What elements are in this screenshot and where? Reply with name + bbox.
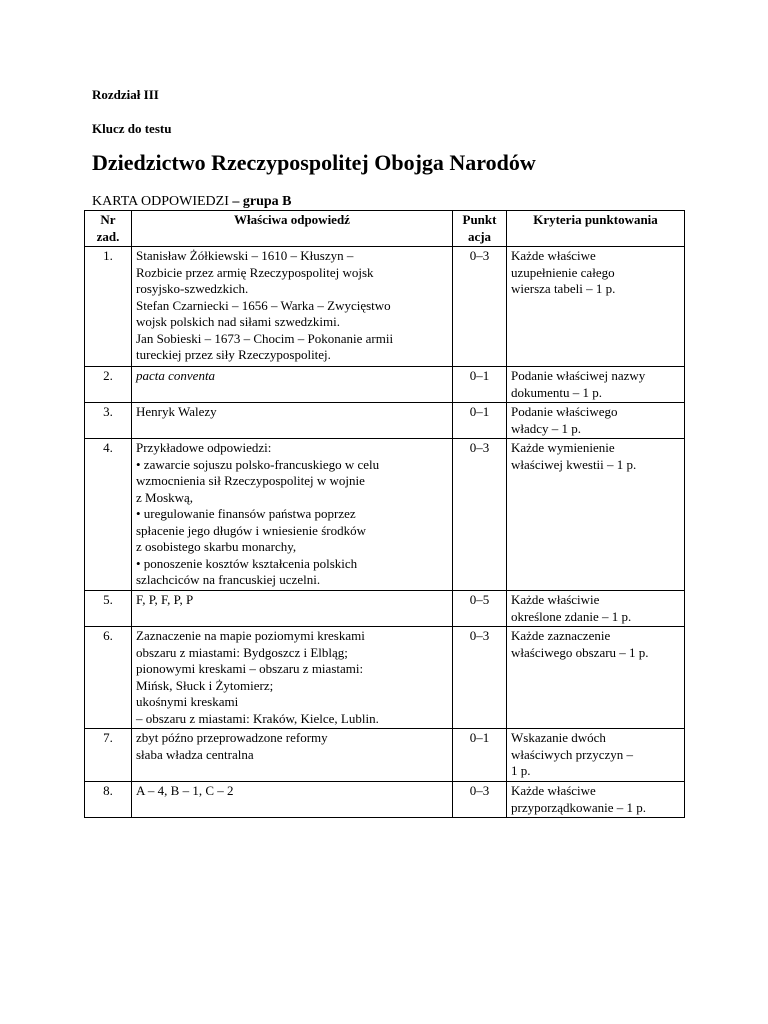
answer-line: • zawarcie sojuszu polsko-francuskiego w celu xyxy=(136,456,380,472)
column-header-points xyxy=(453,211,507,247)
points-range: 0–1 xyxy=(453,403,507,439)
answer-line: wzmocnienia sił Rzeczypospolitej w wojnie xyxy=(136,473,365,488)
answer-line: ukośnymi kreskami xyxy=(136,694,239,709)
answer-card-title xyxy=(92,194,291,210)
answer-line: Henryk Walezy xyxy=(136,404,217,419)
correct-answer xyxy=(132,247,453,367)
points-range: 0–3 xyxy=(453,627,507,729)
scoring-criteria xyxy=(507,782,685,818)
column-header-number-line2: zad. xyxy=(96,228,120,244)
correct-answer xyxy=(132,729,453,782)
answer-line: Przykładowe odpowiedzi: xyxy=(136,440,272,455)
answer-line: Mińsk, Słuck i Żytomierz; xyxy=(136,677,274,693)
scoring-criteria xyxy=(507,247,685,367)
criteria-line: wiersza tabeli – 1 p. xyxy=(511,281,616,296)
points-range: 0–1 xyxy=(453,367,507,403)
answer-table xyxy=(84,210,685,818)
scoring-criteria xyxy=(507,729,685,782)
correct-answer xyxy=(132,627,453,729)
points-range: 0–5 xyxy=(453,591,507,627)
criteria-line: właściwych przyczyn – xyxy=(511,746,634,762)
criteria-line: Każde właściwe xyxy=(511,783,596,798)
answer-line: szlachciców na francuskiej uczelni. xyxy=(136,572,321,587)
criteria-line: Każde wymienienie xyxy=(511,440,615,455)
correct-answer xyxy=(132,591,453,627)
answer-line: Rozbicie przez armię Rzeczypospolitej wojsk xyxy=(136,264,374,280)
answer-line: słaba władza centralna xyxy=(136,746,254,762)
task-number: 3. xyxy=(85,403,132,439)
task-number: 6. xyxy=(85,627,132,729)
answer-card-title-caps: KARTA ODPOWIEDZI xyxy=(92,194,229,209)
criteria-line: dokumentu – 1 p. xyxy=(511,384,602,400)
column-header-number xyxy=(85,211,132,247)
answer-key-heading: Klucz do testu xyxy=(92,121,172,136)
criteria-line: właściwej kwestii – 1 p. xyxy=(511,456,637,472)
column-header-criteria: Kryteria punktowania xyxy=(507,211,685,247)
answer-line: pacta conventa xyxy=(136,368,216,383)
answer-line: z Moskwą, xyxy=(136,489,194,505)
table-row xyxy=(85,782,685,818)
criteria-line: 1 p. xyxy=(511,763,531,778)
criteria-line: Każde właściwie xyxy=(511,592,600,607)
scoring-criteria xyxy=(507,367,685,403)
column-header-points-line2: acja xyxy=(467,228,492,244)
task-number: 5. xyxy=(85,591,132,627)
points-range: 0–3 xyxy=(453,782,507,818)
criteria-line: Każde zaznaczenie xyxy=(511,628,611,643)
criteria-line: władcy – 1 p. xyxy=(511,420,582,436)
answer-line: Zaznaczenie na mapie poziomymi kreskami xyxy=(136,628,365,643)
scoring-criteria xyxy=(507,439,685,591)
answer-line: – obszaru z miastami: Kraków, Kielce, Lublin. xyxy=(136,710,379,726)
answer-rows xyxy=(85,247,685,818)
answer-line: • ponoszenie kosztów kształcenia polskich xyxy=(136,555,358,571)
answer-line: A – 4, B – 1, C – 2 xyxy=(136,783,234,798)
document-title: Dziedzictwo Rzeczypospolitej Obojga Narodów xyxy=(92,150,536,175)
criteria-line: właściwego obszaru – 1 p. xyxy=(511,644,649,660)
answer-line: z osobistego skarbu monarchy, xyxy=(136,539,297,554)
answer-line: pionowymi kreskami – obszaru z miastami: xyxy=(136,661,364,676)
correct-answer xyxy=(132,367,453,403)
table-row xyxy=(85,403,685,439)
task-number: 4. xyxy=(85,439,132,591)
answer-line: tureckiej przez siły Rzeczypospolitej. xyxy=(136,347,331,362)
table-row xyxy=(85,439,685,591)
answer-line: Stanisław Żółkiewski – 1610 – Kłuszyn – xyxy=(136,248,354,263)
table-row xyxy=(85,591,685,627)
criteria-line: określone zdanie – 1 p. xyxy=(511,608,632,624)
criteria-line: Podanie właściwej nazwy xyxy=(511,368,646,383)
task-number: 1. xyxy=(85,247,132,367)
criteria-line: przyporządkowanie – 1 p. xyxy=(511,799,647,815)
points-range: 0–3 xyxy=(453,247,507,367)
answer-card-title-group: – grupa B xyxy=(228,194,292,209)
answer-line: spłacenie jego długów i wniesienie środków xyxy=(136,522,366,538)
criteria-line: uzupełnienie całego xyxy=(511,264,615,280)
scoring-criteria xyxy=(507,627,685,729)
correct-answer xyxy=(132,782,453,818)
scoring-criteria xyxy=(507,403,685,439)
criteria-line: Każde właściwe xyxy=(511,248,596,263)
column-header-points-line1: Punkt xyxy=(462,212,497,227)
column-header-number-line1: Nr xyxy=(100,212,116,227)
criteria-line: Wskazanie dwóch xyxy=(511,730,606,745)
answer-line: rosyjsko-szwedzkich. xyxy=(136,281,249,296)
table-row xyxy=(85,367,685,403)
answer-line: obszaru z miastami: Bydgoszcz i Elbląg; xyxy=(136,644,348,660)
table-header-row xyxy=(85,211,685,247)
criteria-line: Podanie właściwego xyxy=(511,404,618,419)
column-header-answer: Właściwa odpowiedź xyxy=(132,211,453,247)
table-row xyxy=(85,627,685,729)
chapter-heading: Rozdział III xyxy=(92,87,159,102)
table-row xyxy=(85,247,685,367)
correct-answer xyxy=(132,403,453,439)
correct-answer xyxy=(132,439,453,591)
task-number: 8. xyxy=(85,782,132,818)
task-number: 2. xyxy=(85,367,132,403)
answer-line: F, P, F, P, P xyxy=(136,592,194,607)
points-range: 0–1 xyxy=(453,729,507,782)
points-range: 0–3 xyxy=(453,439,507,591)
answer-line: zbyt późno przeprowadzone reformy xyxy=(136,730,328,745)
task-number: 7. xyxy=(85,729,132,782)
scoring-criteria xyxy=(507,591,685,627)
answer-line: • uregulowanie finansów państwa poprzez xyxy=(136,506,356,521)
answer-line: Stefan Czarniecki – 1656 – Warka – Zwycięstwo xyxy=(136,297,391,313)
answer-line: Jan Sobieski – 1673 – Chocim – Pokonanie armii xyxy=(136,330,394,346)
table-row xyxy=(85,729,685,782)
answer-line: wojsk polskich nad siłami szwedzkimi. xyxy=(136,314,341,329)
